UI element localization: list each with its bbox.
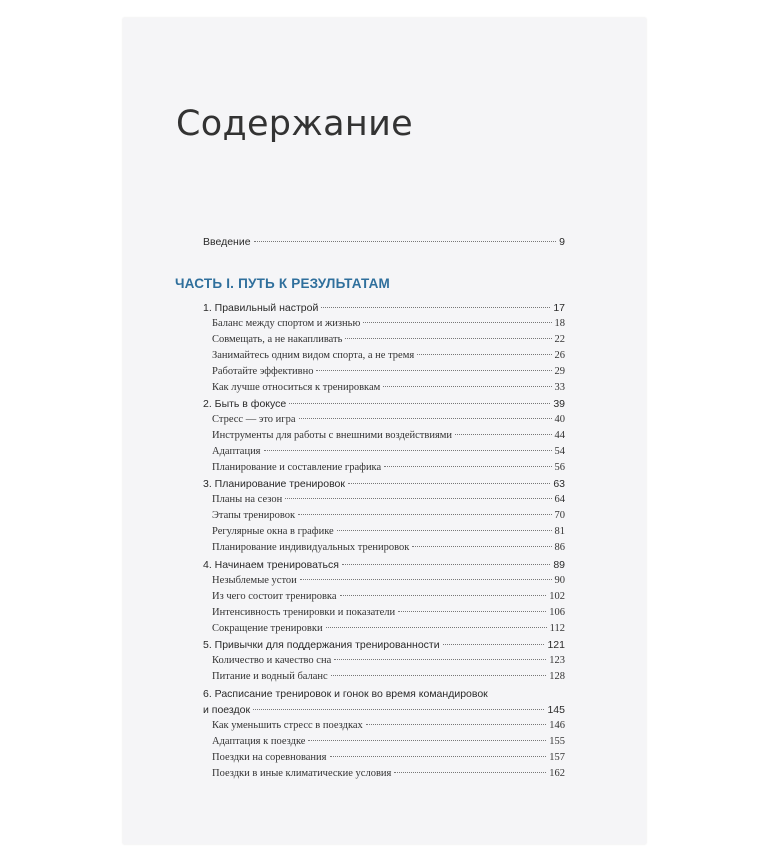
toc-page-number: 29: [554, 366, 565, 377]
dot-leader: [342, 564, 550, 565]
toc-subentry-label: Этапы тренировок: [212, 510, 296, 521]
toc-subentry-label: Из чего состоит тренировка: [212, 591, 337, 602]
toc-page-number: 123: [549, 655, 565, 666]
toc-page-number: 33: [554, 382, 565, 393]
toc-subentry: [212, 671, 565, 682]
toc-subentry-label: Планирование индивидуальных тренировок: [212, 542, 410, 553]
toc-subentry-label: Занимайтесь одним видом спорта, а не тремя: [212, 350, 415, 361]
dot-leader: [394, 772, 546, 773]
toc-subentry-label: Сокращение тренировки: [212, 623, 323, 634]
toc-subentry: [212, 526, 565, 537]
toc-subentry-label: Адаптация: [212, 446, 261, 457]
toc-page-number: 64: [554, 494, 565, 505]
part-heading: ЧАСТЬ I. ПУТЬ К РЕЗУЛЬТАТАМ: [175, 276, 390, 291]
toc-subentry: [212, 350, 565, 361]
toc-subentry: [212, 510, 565, 521]
dot-leader: [412, 546, 551, 547]
toc-subentry-label: Поездки в иные климатические условия: [212, 768, 392, 779]
toc-subentry: [212, 752, 565, 763]
toc-page-number: 157: [549, 752, 565, 763]
toc-subentry-label: Регулярные окна в графике: [212, 526, 334, 537]
dot-leader: [340, 595, 547, 596]
toc-subentry: [212, 575, 565, 586]
toc-subentry: [212, 494, 565, 505]
toc-subentry-label: Работайте эффективно: [212, 366, 314, 377]
toc-subentry: [212, 768, 565, 779]
toc-subentry: [212, 334, 565, 345]
toc-subentry: [212, 720, 565, 731]
toc-subentry-label: Планы на сезон: [212, 494, 283, 505]
toc-page-number: 112: [549, 623, 565, 634]
dot-leader: [366, 724, 546, 725]
dot-leader: [337, 530, 552, 531]
toc-page-number: 9: [559, 236, 565, 248]
toc-subentry: [212, 366, 565, 377]
toc-page-number: 121: [547, 639, 565, 651]
toc-subentry-label: Стресс — это игра: [212, 414, 296, 425]
toc-page-number: 63: [553, 478, 565, 490]
toc-subentry: [212, 318, 565, 329]
toc-subentry: [212, 655, 565, 666]
toc-page-number: 86: [554, 542, 565, 553]
dot-leader: [383, 386, 551, 387]
toc-page-number: 102: [549, 591, 565, 602]
toc-page-number: 90: [554, 575, 565, 586]
toc-subentry: [212, 607, 565, 618]
dot-leader: [264, 450, 552, 451]
dot-leader: [298, 514, 551, 515]
toc-page-number: 146: [549, 720, 565, 731]
dot-leader: [321, 307, 550, 308]
toc-page-number: 18: [554, 318, 565, 329]
dot-leader: [384, 466, 551, 467]
toc-page-number: 17: [553, 302, 565, 314]
toc-page-number: 162: [549, 768, 565, 779]
toc-subentry: [212, 591, 565, 602]
dot-leader: [299, 418, 552, 419]
toc-subentry-label: Инструменты для работы с внешними воздействиями: [212, 430, 453, 441]
toc-chapter-label: и поездок: [203, 704, 251, 716]
toc-subentry: [212, 446, 565, 457]
toc-page-number: 54: [554, 446, 565, 457]
toc-page-number: 89: [553, 559, 565, 571]
dot-leader: [345, 338, 551, 339]
toc-page-number: 22: [554, 334, 565, 345]
toc-subentry-label: Поездки на соревнования: [212, 752, 327, 763]
toc-subentry-label: Как лучше относиться к тренировкам: [212, 382, 381, 393]
page-title: Содержание: [176, 104, 413, 144]
toc-chapter-label: 2. Быть в фокусе: [203, 398, 287, 410]
toc-page-number: 70: [554, 510, 565, 521]
toc-subentry-label: Адаптация к поездке: [212, 736, 306, 747]
dot-leader: [326, 627, 547, 628]
toc-page-number: 26: [554, 350, 565, 361]
toc-page-number: 145: [547, 704, 565, 716]
toc-subentry: [212, 414, 565, 425]
toc-chapter-2: [203, 398, 565, 410]
dot-leader: [330, 756, 547, 757]
toc-chapter-label: 3. Планирование тренировок: [203, 478, 345, 490]
toc-chapter-4: [203, 559, 565, 571]
toc-chapter-label: 4. Начинаем тренироваться: [203, 559, 339, 571]
dot-leader: [455, 434, 551, 435]
toc-subentry: [212, 430, 565, 441]
toc-page-number: 56: [554, 462, 565, 473]
toc-page-number: 128: [549, 671, 565, 682]
dot-leader: [316, 370, 551, 371]
toc-page-number: 44: [554, 430, 565, 441]
toc-entry-intro: [203, 236, 565, 248]
toc-subentry: [212, 462, 565, 473]
toc-page-number: 81: [554, 526, 565, 537]
dot-leader: [398, 611, 546, 612]
dot-leader: [289, 403, 550, 404]
toc-chapter-3: [203, 478, 565, 490]
dot-leader: [417, 354, 551, 355]
dot-leader: [253, 709, 544, 710]
toc-chapter-1: [203, 302, 565, 314]
toc-subentry-label: Совмещать, а не накапливать: [212, 334, 343, 345]
toc-subentry-label: Интенсивность тренировки и показатели: [212, 607, 396, 618]
dot-leader: [285, 498, 551, 499]
dot-leader: [334, 659, 546, 660]
toc-subentry: [212, 542, 565, 553]
dot-leader: [363, 322, 551, 323]
toc-chapter-5: [203, 639, 565, 651]
toc-subentry: [212, 382, 565, 393]
toc-chapter-label: 5. Привычки для поддержания тренированности: [203, 639, 440, 651]
toc-page-number: 155: [549, 736, 565, 747]
dot-leader: [348, 483, 550, 484]
toc-subentry-label: Количество и качество сна: [212, 655, 332, 666]
toc-subentry: [212, 623, 565, 634]
dot-leader: [443, 644, 545, 645]
toc-entry-label: Введение: [203, 236, 251, 248]
toc-subentry-label: Баланс между спортом и жизнью: [212, 318, 361, 329]
toc-subentry-label: Как уменьшить стресс в поездках: [212, 720, 363, 731]
toc-page-number: 40: [554, 414, 565, 425]
toc-chapter-label: 1. Правильный настрой: [203, 302, 319, 314]
dot-leader: [300, 579, 552, 580]
toc-subentry: [212, 736, 565, 747]
toc-subentry-label: Планирование и составление графика: [212, 462, 382, 473]
toc-subentry-label: Незыблемые устои: [212, 575, 297, 586]
toc-chapter-6-label-line1: 6. Расписание тренировок и гонок во время командировок: [203, 688, 488, 700]
toc-subentry-label: Питание и водный баланс: [212, 671, 328, 682]
toc-page-number: 39: [553, 398, 565, 410]
dot-leader: [308, 740, 546, 741]
toc-chapter-6: [203, 704, 565, 716]
toc-page-number: 106: [549, 607, 565, 618]
dot-leader: [331, 675, 547, 676]
dot-leader: [254, 241, 557, 242]
